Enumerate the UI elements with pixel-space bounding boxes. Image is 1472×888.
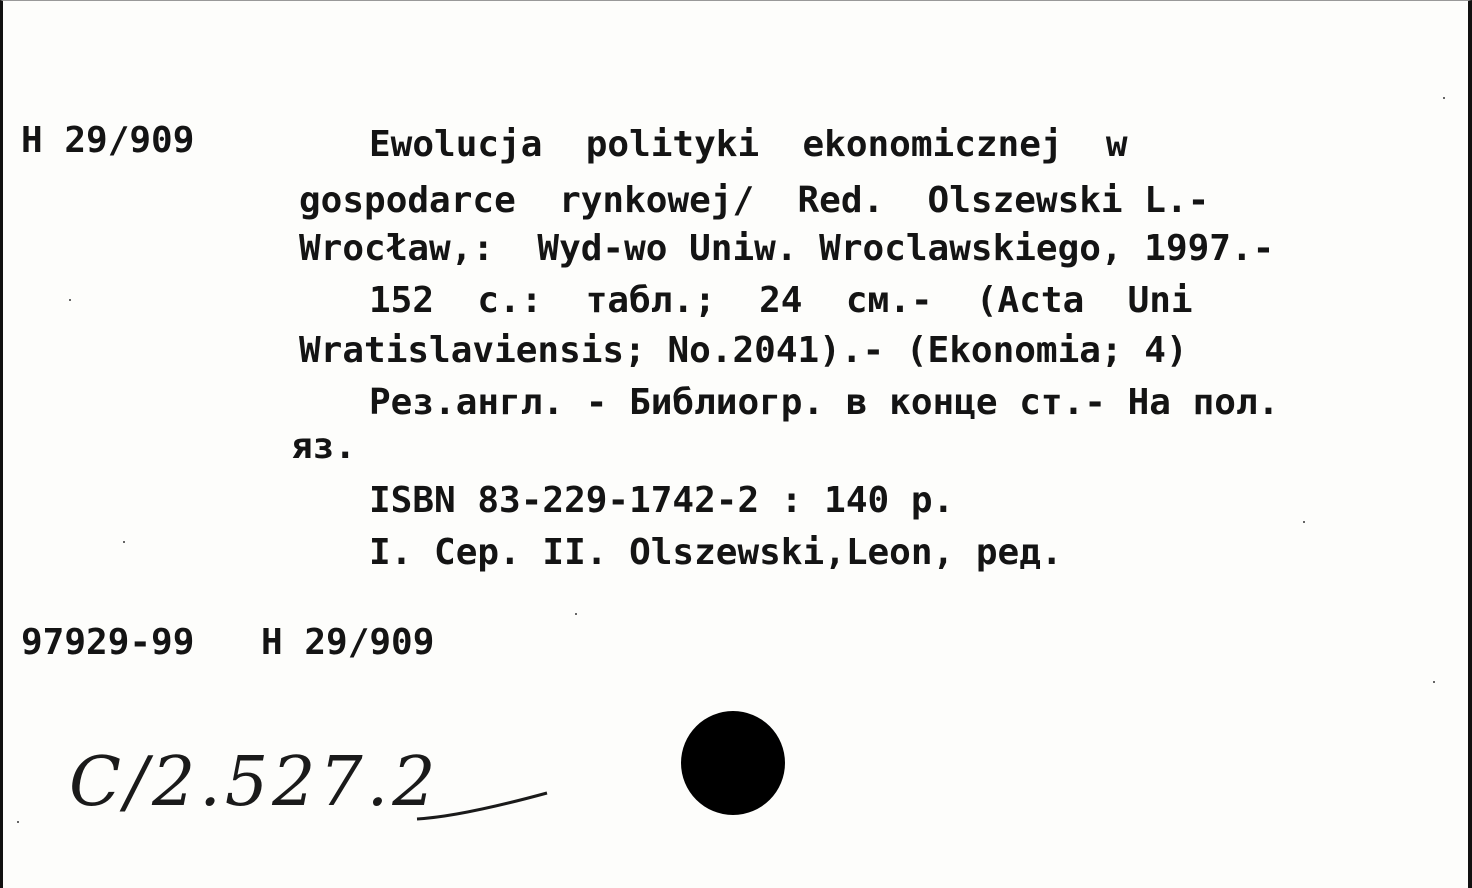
punch-hole bbox=[681, 711, 785, 815]
dust-speck bbox=[1433, 681, 1435, 683]
entry-line: gospodarce rynkowej/ Red. Olszewski L.- bbox=[299, 180, 1210, 221]
entry-title-line: Ewolucja polityki ekonomicznej w bbox=[369, 124, 1128, 165]
entry-notes-line: яз. bbox=[291, 426, 357, 467]
dust-speck bbox=[1443, 97, 1445, 99]
dust-speck bbox=[69, 299, 71, 301]
dust-speck bbox=[17, 821, 19, 823]
entry-line: Wrocław,: Wyd-wo Uniw. Wroclawskiego, 1997.- bbox=[299, 228, 1275, 269]
dust-speck bbox=[1303, 521, 1305, 523]
isbn-line: ISBN 83-229-1742-2 : 140 р. bbox=[369, 480, 955, 521]
call-number: H 29/909 bbox=[21, 120, 195, 161]
handwritten-shelf-code: C/2.527.2 bbox=[69, 743, 440, 822]
tracing-line: I. Сер. II. Olszewski,Leon, ред. bbox=[369, 532, 1063, 573]
accession-call-number: H 29/909 bbox=[261, 622, 435, 663]
entry-pagination-line: 152 с.: табл.; 24 см.- (Acta Uni bbox=[369, 280, 1193, 321]
accession-number: 97929-99 bbox=[21, 622, 195, 663]
entry-notes-line: Рез.англ. - Библиогр. в конце ст.- На пол. bbox=[369, 382, 1280, 423]
dust-speck bbox=[575, 613, 577, 615]
dust-speck bbox=[123, 541, 125, 543]
handwritten-underline bbox=[413, 787, 553, 827]
entry-series-line: Wratislaviensis; No.2041).- (Ekonomia; 4) bbox=[299, 330, 1188, 371]
